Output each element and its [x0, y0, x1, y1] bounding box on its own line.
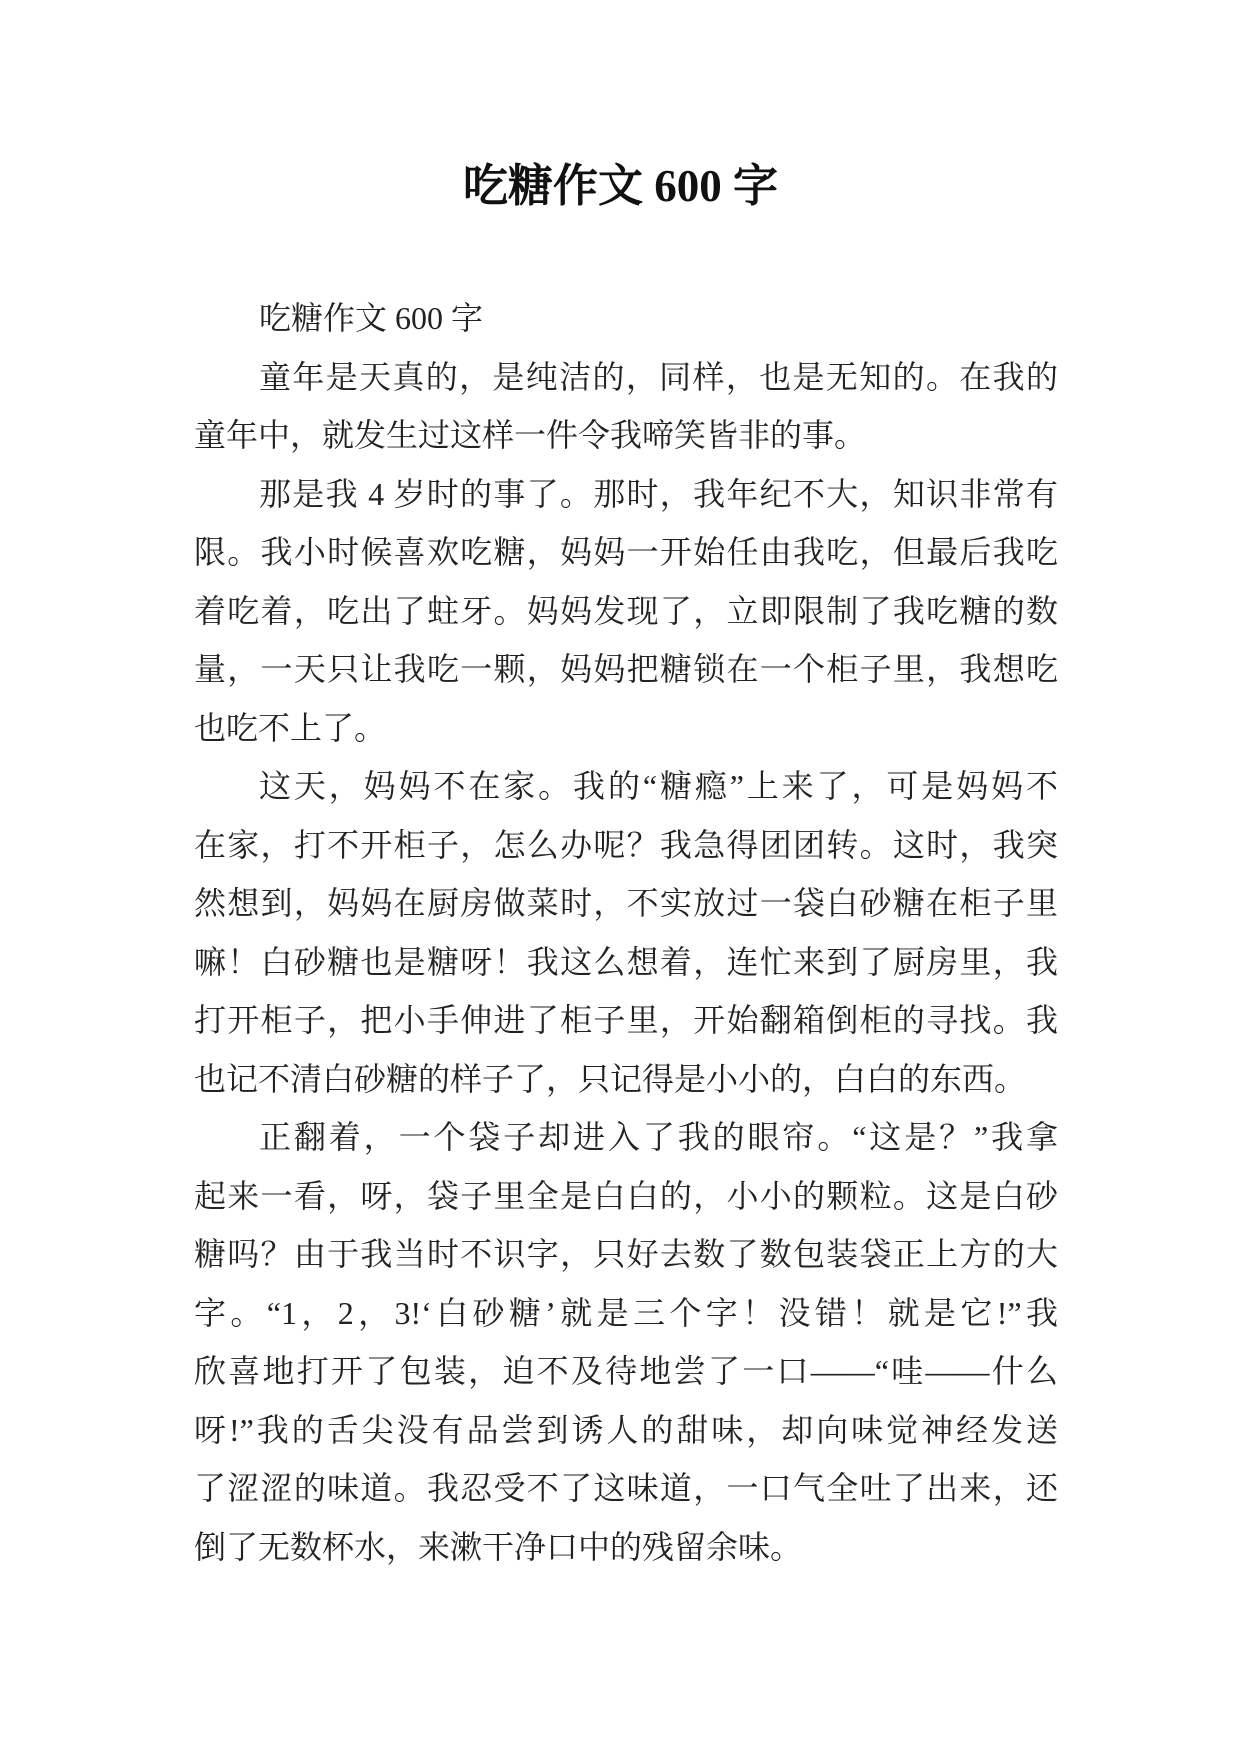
text-line: 着吃着，吃出了蛀牙。妈妈发现了，立即限制了我吃糖的数	[194, 592, 1058, 629]
text-line: 童年是天真的，是纯洁的，同样，也是无知的。在我的	[259, 358, 1058, 395]
text-line: 然想到，妈妈在厨房做菜时，不实放过一袋白砂糖在柜子里	[194, 885, 1058, 921]
text-line: 了涩涩的味道。我忍受不了这味道，一口气全吐了出来，还	[194, 1470, 1058, 1506]
text-line: 那是我 4 岁时的事了。那时，我年纪不大，知识非常有	[259, 475, 1058, 512]
paragraph	[194, 757, 1058, 1108]
text-line: 糖吗？由于我当时不识字，只好去数了数包装袋正上方的大	[194, 1236, 1058, 1272]
text-line: 童年中，就发生过这样一件令我啼笑皆非的事。	[194, 417, 867, 453]
paragraph	[194, 465, 1058, 758]
text-line: 也吃不上了。	[194, 709, 387, 746]
text-line: 量，一天只让我吃一颗，妈妈把糖锁在一个柜子里，我想吃	[194, 651, 1058, 687]
document-title: 吃糖作文 600 字	[462, 161, 778, 211]
paragraph-subtitle	[194, 289, 1058, 348]
text-line: 吃糖作文 600 字	[259, 300, 484, 336]
text-line: 起来一看，呀，袋子里全是白白的，小小的颗粒。这是白砂	[194, 1177, 1058, 1214]
text-line: 限。我小时候喜欢吃糖，妈妈一开始任由我吃，但最后我吃	[194, 534, 1058, 570]
text-line: 正翻着，一个袋子却进入了我的眼帘。“这是？”我拿	[259, 1119, 1058, 1155]
document-body	[194, 289, 1058, 1576]
text-line: 打开柜子，把小手伸进了柜子里，开始翻箱倒柜的寻找。我	[194, 1002, 1058, 1038]
text-line: 也记不清白砂糖的样子了，只记得是小小的，白白的东西。	[194, 1060, 1027, 1097]
text-line: 呀!”我的舌尖没有品尝到诱人的甜味，却向味觉神经发送	[194, 1411, 1058, 1448]
text-line: 嘛！白砂糖也是糖呀！我这么想着，连忙来到了厨房里，我	[194, 943, 1058, 980]
text-line: 倒了无数杯水，来漱干净口中的残留余味。	[194, 1528, 803, 1565]
text-line: 字。“1，2，3!‘白砂糖’就是三个字！没错！就是它!”我	[194, 1294, 1058, 1331]
text-line: 在家，打不开柜子，怎么办呢？我急得团团转。这时，我突	[194, 826, 1058, 863]
text-line: 这天，妈妈不在家。我的“糖瘾”上来了，可是妈妈不	[259, 768, 1058, 804]
paragraph	[194, 1108, 1058, 1576]
paragraph	[194, 348, 1058, 465]
text-line: 欣喜地打开了包装，迫不及待地尝了一口——“哇——什么	[194, 1353, 1058, 1389]
